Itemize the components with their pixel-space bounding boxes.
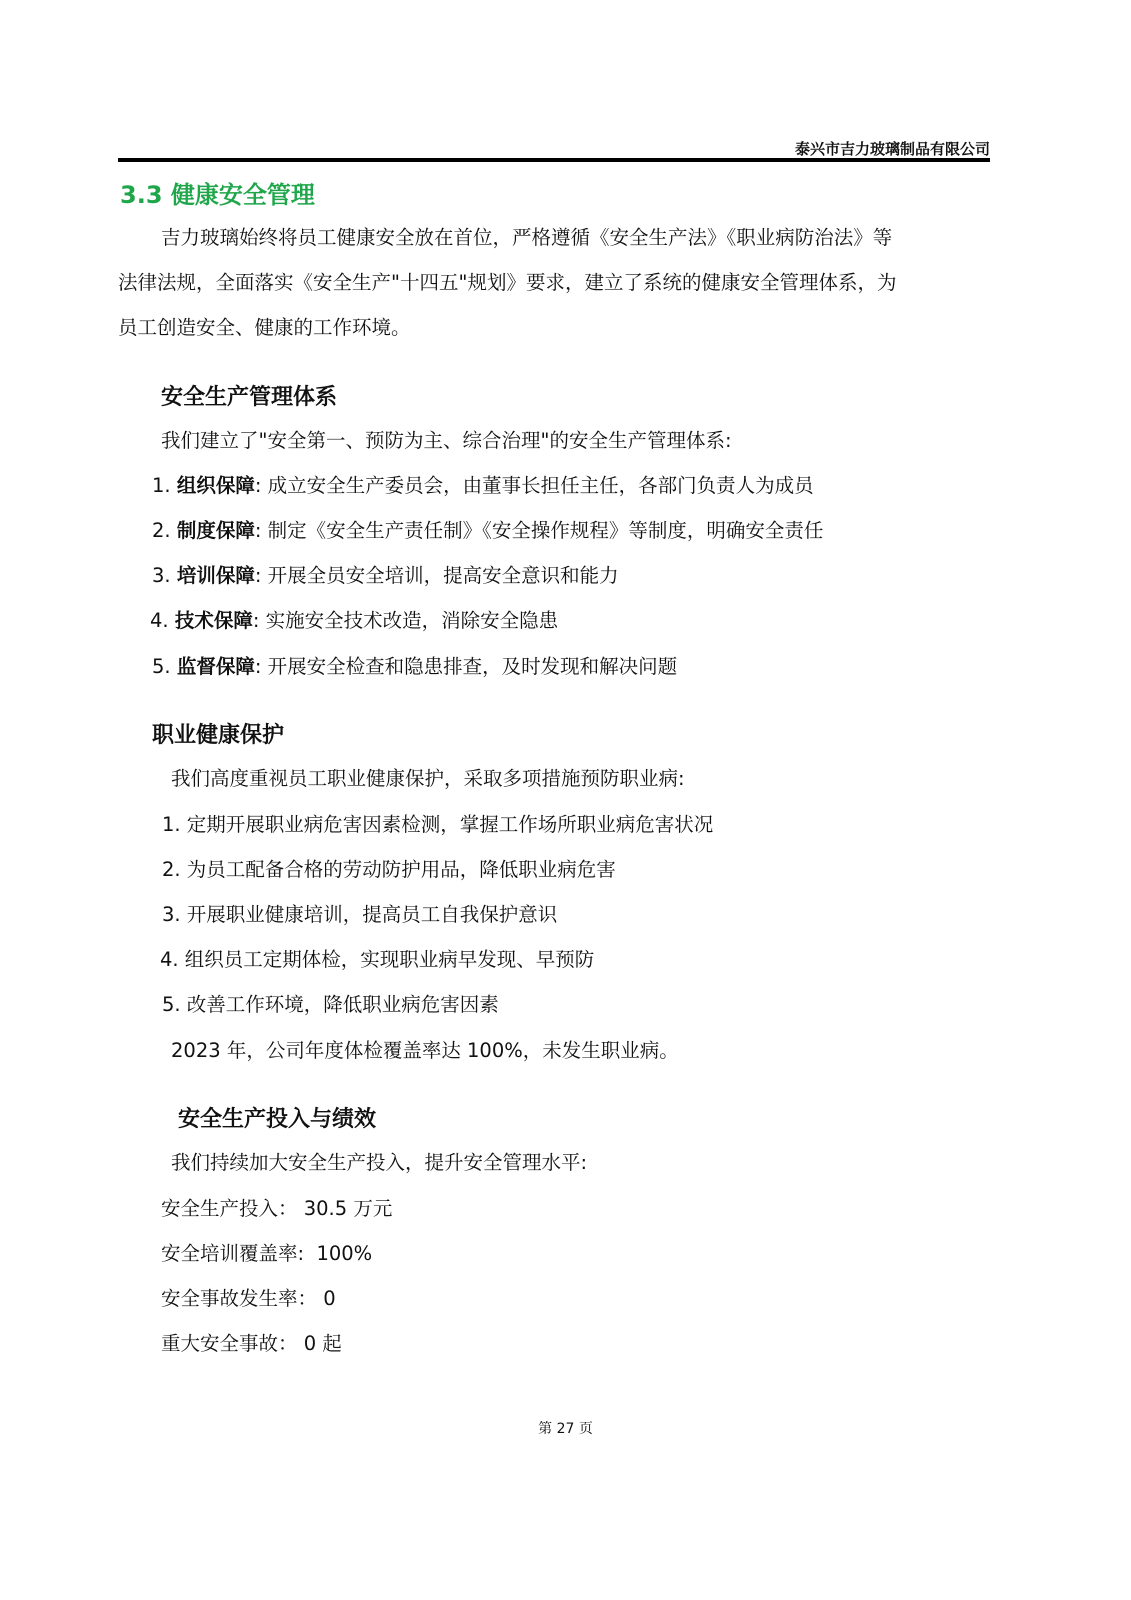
item-label: 制度保障 bbox=[176, 519, 255, 542]
item-label: 培训保障 bbox=[176, 564, 255, 587]
safety-system-heading: 安全生产管理体系 bbox=[161, 385, 338, 410]
header-company: 泰兴市吉力玻璃制品有限公司 bbox=[794, 140, 990, 158]
section-title: 3.3 健康安全管理 bbox=[120, 181, 315, 209]
occupational-heading: 职业健康保护 bbox=[152, 723, 285, 748]
item-num: 4. bbox=[150, 609, 169, 632]
item-label: 组织保障 bbox=[176, 474, 255, 497]
safety-system-lead: 我们建立了"安全第一、预防为主、综合治理"的安全生产管理体系: bbox=[161, 429, 732, 452]
list-item bbox=[152, 473, 814, 499]
list-item: 2. 为员工配备合格的劳动防护用品，降低职业病危害 bbox=[162, 858, 616, 881]
list-item: 5. 改善工作环境，降低职业病危害因素 bbox=[162, 993, 499, 1016]
list-item bbox=[152, 563, 619, 589]
intro-line: 法律法规，全面落实《安全生产"十四五"规划》要求，建立了系统的健康安全管理体系，为 bbox=[118, 271, 897, 294]
list-item: 4. 组织员工定期体检，实现职业病早发现、早预防 bbox=[160, 948, 595, 971]
item-text: : 开展安全检查和隐患排查，及时发现和解决问题 bbox=[254, 655, 678, 678]
item-num: 1. bbox=[152, 474, 171, 497]
metric-line: 安全生产投入： 30.5 万元 bbox=[161, 1197, 393, 1220]
item-num: 3. bbox=[152, 564, 171, 587]
intro-line: 吉力玻璃始终将员工健康安全放在首位，严格遵循《安全生产法》《职业病防治法》等 bbox=[161, 226, 893, 249]
item-text: : 实施安全技术改造，消除安全隐患 bbox=[252, 609, 559, 632]
metric-line: 安全培训覆盖率: 100% bbox=[161, 1242, 373, 1265]
page-number: 第 27 页 bbox=[538, 1421, 593, 1437]
investment-heading: 安全生产投入与绩效 bbox=[178, 1107, 377, 1132]
item-label: 技术保障 bbox=[174, 609, 253, 632]
occupational-summary: 2023 年，公司年度体检覆盖率达 100%，未发生职业病。 bbox=[171, 1039, 679, 1062]
occupational-lead: 我们高度重视员工职业健康保护，采取多项措施预防职业病: bbox=[171, 767, 685, 790]
list-item bbox=[150, 608, 558, 634]
list-item bbox=[152, 518, 823, 544]
intro-line: 员工创造安全、健康的工作环境。 bbox=[118, 316, 411, 339]
item-text: : 开展全员安全培训，提高安全意识和能力 bbox=[254, 564, 619, 587]
list-item bbox=[152, 654, 677, 680]
metric-line: 安全事故发生率： 0 bbox=[161, 1287, 336, 1310]
item-text: : 成立安全生产委员会，由董事长担任主任，各部门负责人为成员 bbox=[254, 474, 814, 497]
investment-lead: 我们持续加大安全生产投入，提升安全管理水平: bbox=[171, 1151, 588, 1174]
list-item: 3. 开展职业健康培训，提高员工自我保护意识 bbox=[162, 903, 558, 926]
item-text: : 制定《安全生产责任制》《安全操作规程》等制度，明确安全责任 bbox=[254, 519, 824, 542]
metric-line: 重大安全事故： 0 起 bbox=[161, 1332, 342, 1355]
list-item: 1. 定期开展职业病危害因素检测，掌握工作场所职业病危害状况 bbox=[162, 813, 714, 836]
header-rule bbox=[118, 158, 990, 162]
item-num: 5. bbox=[152, 655, 171, 678]
item-label: 监督保障 bbox=[176, 655, 255, 678]
item-num: 2. bbox=[152, 519, 171, 542]
